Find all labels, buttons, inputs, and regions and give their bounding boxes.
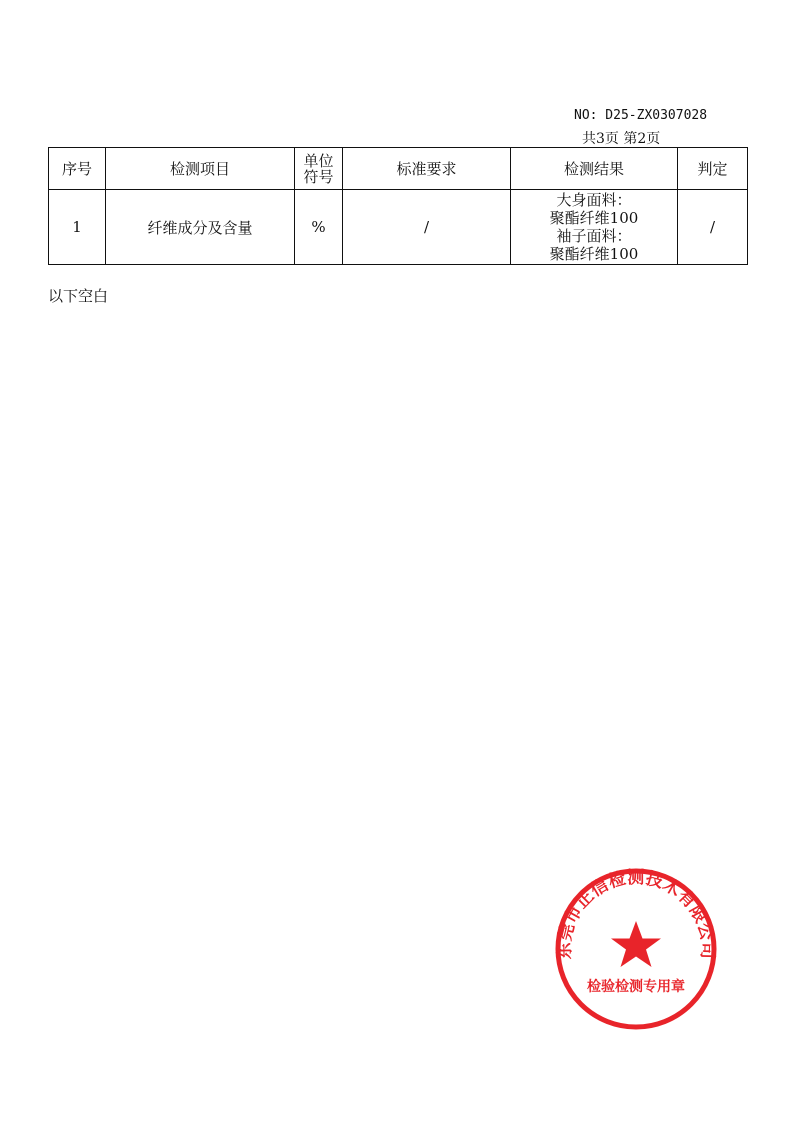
table-row <box>49 190 748 265</box>
cell-unit: % <box>295 190 343 265</box>
header-unit-line2: 符号 <box>303 167 334 186</box>
result-line: 袖子面料： <box>556 227 632 245</box>
header-judgement: 判定 <box>678 148 748 190</box>
result-line: 聚酯纤维100 <box>549 245 639 263</box>
header-item: 检测项目 <box>106 148 295 190</box>
company-seal <box>552 865 720 1033</box>
page-info: 共3页 第2页 <box>582 131 661 147</box>
cell-judgement: / <box>678 190 748 265</box>
cell-result <box>511 190 678 265</box>
header-result: 检测结果 <box>511 148 678 190</box>
test-results-table <box>48 147 748 265</box>
header-index: 序号 <box>49 148 106 190</box>
header-unit-line1: 单位 <box>303 151 334 170</box>
seal-inner-text: 检验检测专用章 <box>587 979 685 995</box>
result-line: 聚酯纤维100 <box>549 209 639 227</box>
cell-standard: / <box>343 190 511 265</box>
table-header-row <box>49 148 748 190</box>
result-line: 大身面料： <box>556 191 632 209</box>
cell-index: 1 <box>49 190 106 265</box>
header-unit <box>295 148 343 190</box>
header-standard: 标准要求 <box>343 148 511 190</box>
cell-item: 纤维成分及含量 <box>106 190 295 265</box>
seal-outer-text: 东莞市正信检测技术有限公司 <box>554 868 718 960</box>
blank-below-note: 以下空白 <box>48 287 109 305</box>
seal-star-icon <box>611 921 661 967</box>
document-number: NO: D25-ZX0307028 <box>574 108 708 123</box>
